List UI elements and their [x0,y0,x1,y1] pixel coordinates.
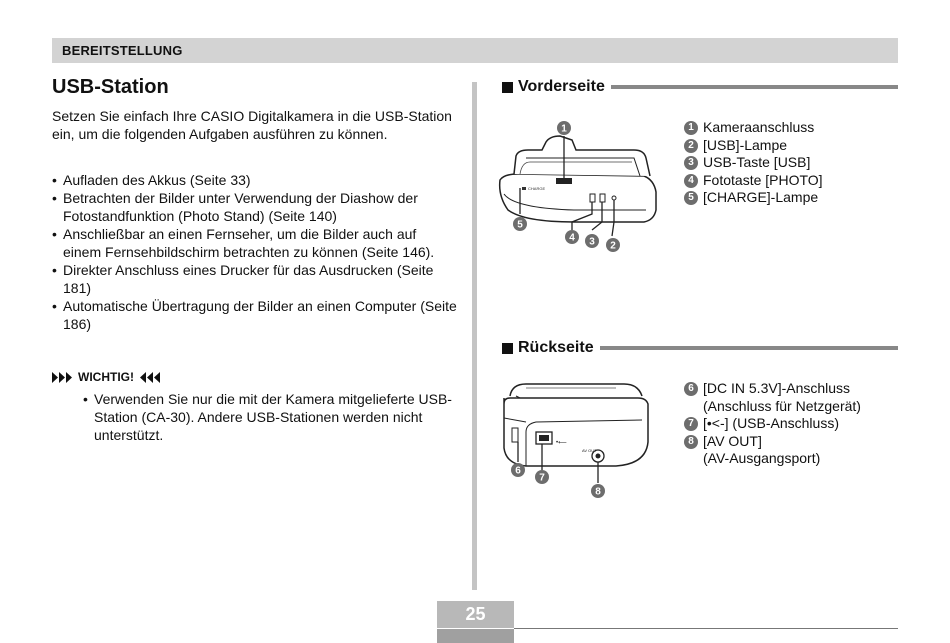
list-item [684,380,861,398]
svg-text:8: 8 [595,486,601,498]
list-item [684,172,823,190]
list-item: • Betrachten der Bilder unter Verwendung der Diashow der Fotostandfunktion (Photo Stand) (Seite 140) [52,189,457,225]
part-label: Fototaste [PHOTO] [703,171,823,188]
part-label: [CHARGE]-Lampe [703,189,819,205]
column-divider [472,82,477,590]
list-item [684,154,823,172]
number-badge: 2 [684,139,698,153]
number-badge: 3 [684,156,698,170]
svg-text:AV OUT: AV OUT [582,448,597,453]
number-badge: 4 [684,174,698,188]
intro-paragraph: Setzen Sie einfach Ihre CASIO Digitalkamera in die USB-Station ein, um die folgenden Aufgaben ausführen zu können. [52,108,452,142]
back-parts-list [684,380,861,468]
list-item: • Aufladen des Akkus (Seite 33) [52,171,457,189]
cradle-front-illustration [494,118,664,258]
list-item: • Direkter Anschluss eines Drucker für das Ausdrucken (Seite 181) [52,261,457,297]
square-bullet-icon [502,343,513,354]
back-heading-label: Rückseite [518,339,594,356]
list-item [684,189,823,207]
arrow-left-icon [138,372,160,383]
part-label: [DC IN 5.3V]-Anschluss [703,380,851,396]
svg-text:•⟵: •⟵ [556,440,567,446]
part-label: [•<-] (USB-Anschluss) [703,415,839,431]
list-item [684,415,861,433]
part-label: USB-Taste [USB] [703,154,811,170]
list-item: • Anschließbar an einen Fernseher, um die Bilder auch auf einem Fernsehbildschirm betrachten zu können (Seite 146). [52,225,457,261]
part-label: [USB]-Lampe [703,136,788,153]
list-item [684,398,861,416]
front-parts-list [684,119,823,207]
page-number-box [437,601,514,628]
important-note: • Verwenden Sie nur die mit der Kamera mitgelieferte USB-Station (CA-30). Andere USB-Stationen werden nicht unterstützt. [83,390,458,444]
arrow-right-icon [52,372,74,383]
svg-text:6: 6 [515,465,521,477]
number-badge: 6 [684,382,698,396]
number-badge [684,452,698,466]
list-item [684,450,861,468]
page-title: USB-Station [52,76,169,98]
square-bullet-icon [502,82,513,93]
list-item [684,119,823,137]
front-heading-label: Vorderseite [518,78,605,95]
section-header-label: BEREITSTELLUNG [62,43,183,58]
part-label: [AV OUT] [703,432,762,449]
svg-text:CHARGE: CHARGE [528,186,546,191]
front-heading [502,77,898,97]
heading-rule [611,85,898,89]
svg-text:1: 1 [561,123,567,135]
footer-rule [514,628,898,629]
list-item [684,433,861,451]
part-label: (AV-Ausgangsport) [703,450,821,466]
back-heading [502,338,898,358]
number-badge: 7 [684,417,698,431]
section-header-bar [52,38,898,63]
svg-text:2: 2 [610,240,616,252]
page-number: 25 [465,604,486,624]
number-badge: 8 [684,435,698,449]
important-label: WICHTIG! [78,370,134,384]
list-item [684,137,823,155]
important-heading [52,370,160,384]
svg-text:3: 3 [589,236,595,248]
list-item: • Automatische Übertragung der Bilder an einen Computer (Seite 186) [52,297,457,333]
number-badge: 5 [684,191,698,205]
svg-text:7: 7 [539,472,545,484]
heading-rule [600,346,898,350]
svg-text:5: 5 [517,219,523,231]
part-label: (Anschluss für Netzgerät) [703,397,861,414]
task-list [52,171,457,333]
number-badge [684,400,698,414]
svg-text:4: 4 [569,232,575,244]
part-label: Kameraanschluss [703,119,815,135]
number-badge: 1 [684,121,698,135]
page-number-base [437,629,514,643]
cradle-back-illustration [496,378,656,503]
